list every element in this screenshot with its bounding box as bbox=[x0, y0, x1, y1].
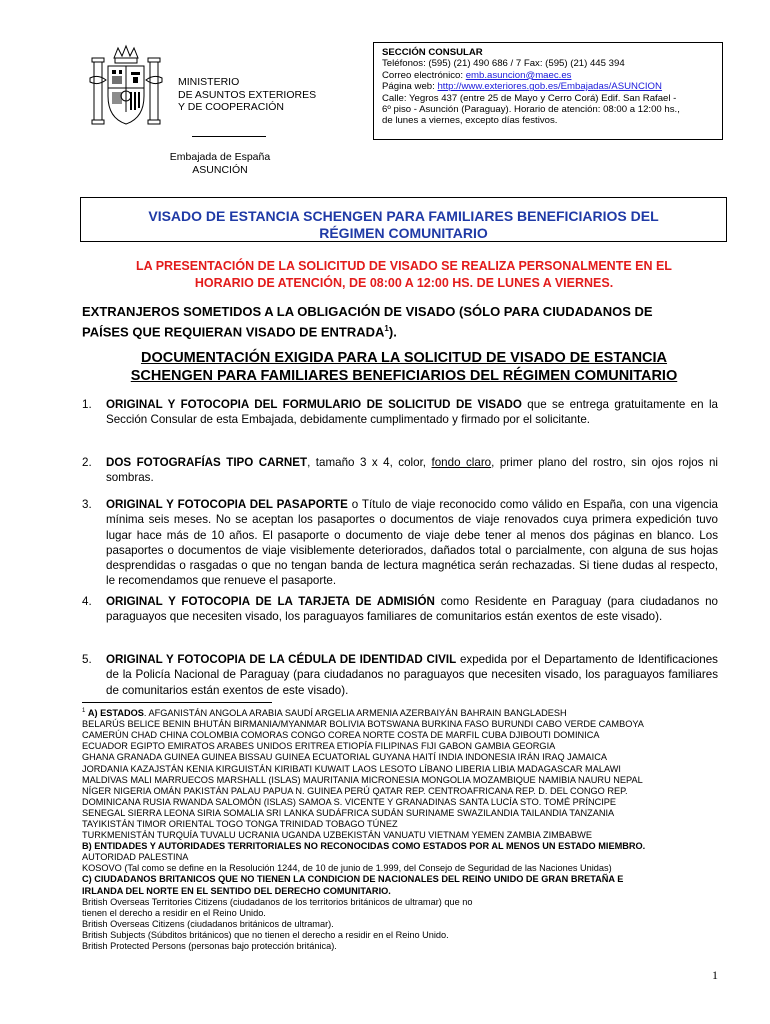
consular-phones: Teléfonos: (595) (21) 490 686 / 7 Fax: (595) (21) 445 394 bbox=[382, 58, 625, 70]
extranjeros-line2: PAÍSES QUE REQUIERAN VISADO DE ENTRADA bbox=[82, 324, 385, 340]
footnote-line: TURKMENISTÁN TURQUÍA TUVALU UCRANIA UGANDA UZBEKISTÁN VANUATU VIETNAM YEMEN ZAMBIA ZIMBABWE bbox=[82, 830, 592, 841]
footnote-line: British Overseas Citizens (ciudadanos británicos de ultramar). bbox=[82, 918, 334, 929]
title-line: RÉGIMEN COMUNITARIO bbox=[319, 225, 488, 241]
extranjeros-tail: ). bbox=[388, 324, 397, 340]
footnote-line: BELARÚS BELICE BENIN BHUTÁN BIRMANIA/MYANMAR BOLIVIA BOTSWANA BURKINA FASO BURUNDI CABO VERDE CAMBOYA bbox=[82, 719, 644, 730]
item-number: 3. bbox=[82, 498, 92, 511]
item-body: que se entrega gratuitamente en la Sección Consular de esta Embajada, debidamente cumplimentado y firmado por el solicitante. bbox=[106, 398, 718, 427]
ministry-line: Y DE COOPERACIÓN bbox=[178, 101, 284, 113]
email-label: Correo electrónico: bbox=[382, 69, 466, 81]
coat-of-arms-icon bbox=[88, 44, 164, 128]
header-divider bbox=[192, 136, 266, 137]
ministry-line: DE ASUNTOS EXTERIORES bbox=[178, 88, 317, 101]
list-item bbox=[82, 497, 718, 589]
appointment-notice bbox=[84, 258, 724, 291]
consular-address-line: Calle: Yegros 437 (entre 25 de Mayo y Cerro Corá) Edif. San Rafael - bbox=[382, 92, 677, 104]
footnote-c-heading: IRLANDA DEL NORTE EN EL SENTIDO DEL DERECHO COMUNITARIO. bbox=[82, 885, 391, 896]
item-number: 5. bbox=[82, 653, 92, 666]
item-body-pre: , tamaño 3 x 4, color, bbox=[307, 456, 432, 469]
embassy-name bbox=[150, 151, 290, 176]
footnote-line: KOSOVO (Tal como se define en la Resolución 1244, de 10 de junio de 1.999, del Consejo de Seguridad de las Naciones Unidas) bbox=[82, 863, 612, 874]
notice-line: LA PRESENTACIÓN DE LA SOLICITUD DE VISADO SE REALIZA PERSONALMENTE EN EL bbox=[136, 259, 672, 273]
item-text bbox=[106, 497, 718, 589]
notice-line: HORARIO DE ATENCIÓN, DE 08:00 A 12:00 HS. DE LUNES A VIERNES. bbox=[194, 275, 614, 290]
page-number: 1 bbox=[712, 968, 718, 982]
item-number: 2. bbox=[82, 456, 92, 469]
doc-heading-line: SCHENGEN PARA FAMILIARES BENEFICIARIOS DEL RÉGIMEN COMUNITARIO bbox=[130, 368, 678, 384]
item-bold: ORIGINAL Y FOTOCOPIA DEL FORMULARIO DE SOLICITUD DE VISADO bbox=[106, 398, 522, 411]
consular-web-row bbox=[382, 81, 714, 92]
footnote-c-heading: C) CIUDADANOS BRITANICOS QUE NO TIENEN LA CONDICION DE NACIONALES DEL REINO UNIDO DE GRAN BRETAÑA E bbox=[82, 874, 624, 885]
footnote-line: British Overseas Territories Citizens (ciudadanos de los territorios británicos de ultramar) que no bbox=[82, 896, 473, 907]
ministry-line: MINISTERIO bbox=[178, 76, 240, 88]
item-underlined: fondo claro bbox=[431, 456, 492, 469]
item-bold: ORIGINAL Y FOTOCOPIA DE LA TARJETA DE ADMISIÓN bbox=[106, 595, 435, 608]
footnote-line: British Protected Persons (personas bajo protección británica). bbox=[82, 941, 337, 952]
consular-address-line: de lunes a viernes, excepto días festivos. bbox=[382, 115, 558, 127]
embassy-line: Embajada de España bbox=[169, 151, 271, 163]
footnote-line: JORDANIA KAZAJSTÁN KENIA KIRGUISTÁN KIRIBATI KUWAIT LAOS LESOTO LÍBANO LIBERIA LIBIA MADAGASCAR MALAWI bbox=[82, 763, 621, 774]
item-body: expedida por el Departamento de Identificaciones de la Policía Nacional de Paraguay (para ciudadanos no paraguayos que necesiten visado, los paraguayos familiares de comunitarios están exentos de este visado). bbox=[106, 653, 718, 697]
item-bold: DOS FOTOGRAFÍAS TIPO CARNET bbox=[106, 456, 308, 469]
item-text bbox=[106, 397, 718, 428]
list-item bbox=[82, 397, 718, 428]
item-bold: ORIGINAL Y FOTOCOPIA DE LA CÉDULA DE IDENTIDAD CIVIL bbox=[106, 653, 457, 666]
embassy-line: ASUNCIÓN bbox=[192, 163, 248, 176]
consular-section-box bbox=[373, 42, 723, 140]
footnote-line bbox=[82, 706, 722, 719]
footnote-ref: 1 bbox=[384, 324, 389, 333]
web-label: Página web: bbox=[382, 81, 438, 93]
footnote-line: NÍGER NIGERIA OMÁN PAKISTÁN PALAU PAPUA N. GUINEA PERÚ QATAR REP. CENTROAFRICANA REP. D. DEL CONGO REP. bbox=[82, 785, 628, 796]
footnote bbox=[82, 706, 722, 952]
list-item bbox=[82, 652, 718, 698]
email-link[interactable]: emb.asuncion@maec.es bbox=[465, 69, 572, 81]
footnote-line: AUTORIDAD PALESTINA bbox=[82, 852, 189, 863]
consular-title: SECCIÓN CONSULAR bbox=[382, 47, 483, 58]
footnote-line: ECUADOR EGIPTO EMIRATOS ARABES UNIDOS ERITREA ETIOPÍA FILIPINAS FIJI GABON GAMBIA GEORGIA bbox=[82, 741, 556, 752]
item-body: , primer plano del rostro, sin ojos rojos ni sombras. bbox=[106, 456, 718, 485]
consular-email-row bbox=[382, 70, 714, 81]
footnote-line: tienen el derecho a residir en el Reino Unido. bbox=[82, 907, 266, 918]
documentation-heading bbox=[84, 349, 724, 385]
item-body: o Título de viaje reconocido como válido en España, con una vigencia mínima seis meses. No se aceptan los pasaportes o documentos de viaje renovados cuya primera expedición tuvo lugar hace más de 10 años. El pasaporte o documento de viaje debe tener al menos dos páginas en blanco. Los pasaportes o documentos de viaje visiblemente deteriorados, dañados total o parcialmente, con alguna de sus hojas desprendidas o rasgadas o que no tengan banda de lectura magnética serán rechazadas. Si tiene dudas al respecto, le recomendamos que renueve el pasaporte. bbox=[106, 498, 718, 588]
item-body: como Residente en Paraguay (para ciudadanos no paraguayos que necesiten visado, los paraguayos familiares de comunitarios están exentos de este visado). bbox=[106, 595, 718, 624]
footnote-line: MALDIVAS MALI MARRUECOS MARSHALL (ISLAS) MAURITANIA MICRONESIA MONGOLIA MOZAMBIQUE NAMIBIA NAURU NEPAL bbox=[82, 774, 643, 785]
list-item bbox=[82, 594, 718, 625]
footnote-a-first: . AFGANISTÁN ANGOLA ARABIA SAUDÍ ARGELIA ARMENIA AZERBAIYÁN BAHRAIN BANGLADESH bbox=[143, 708, 567, 719]
document-title bbox=[80, 197, 727, 242]
footnote-line: SENEGAL SIERRA LEONA SIRIA SOMALIA SRI LANKA SUDÁFRICA SUDÁN SURINAME SWAZILANDIA TAILANDIA TANZANIA bbox=[82, 807, 615, 818]
footnote-a-label: A) ESTADOS bbox=[87, 708, 144, 719]
extranjeros-line bbox=[82, 320, 722, 340]
footnote-b-heading: B) ENTIDADES Y AUTORIDADES TERRITORIALES NO RECONOCIDAS COMO ESTADOS POR AL MENOS UN ESTADO MIEMBRO. bbox=[82, 841, 646, 852]
item-number: 1. bbox=[82, 398, 92, 411]
footnote-divider bbox=[82, 702, 272, 703]
item-text bbox=[106, 455, 718, 486]
item-bold: ORIGINAL Y FOTOCOPIA DEL PASAPORTE bbox=[106, 498, 348, 511]
item-text bbox=[106, 594, 718, 625]
footnote-line: British Subjects (Súbditos británicos) que no tienen el derecho a residir en el Reino Unido. bbox=[82, 929, 449, 940]
item-number: 4. bbox=[82, 595, 92, 608]
footnote-marker: 1 bbox=[82, 708, 86, 714]
footnote-line: GHANA GRANADA GUINEA GUINEA BISSAU GUINEA ECUATORIAL GUYANA HAITÍ INDIA INDONESIA IRÁN IRAQ JAMAICA bbox=[82, 752, 607, 763]
web-link[interactable]: http://www.exteriores.gob.es/Embajadas/ASUNCION bbox=[437, 81, 662, 93]
doc-heading-line: DOCUMENTACIÓN EXIGIDA PARA LA SOLICITUD DE VISADO DE ESTANCIA bbox=[140, 350, 668, 366]
list-item bbox=[82, 455, 718, 486]
extranjeros-line: EXTRANJEROS SOMETIDOS A LA OBLIGACIÓN DE VISADO (SÓLO PARA CIUDADANOS DE bbox=[82, 304, 653, 319]
footnote-line: DOMINICANA RUSIA RWANDA SALOMÓN (ISLAS) SAMOA S. VICENTE Y GRANADINAS SANTA LUCÍA STO. TOMÉ PRÍNCIPE bbox=[82, 796, 617, 807]
footnote-line: TAYIKISTÁN TIMOR ORIENTAL TOGO TONGA TRINIDAD TOBAGO TÚNEZ bbox=[82, 819, 398, 829]
consular-address-line: 6º piso - Asunción (Paraguay). Horario de atención: 08:00 a 12:00 hs., bbox=[382, 104, 680, 116]
title-line: VISADO DE ESTANCIA SCHENGEN PARA FAMILIARES BENEFICIARIOS DEL bbox=[148, 208, 659, 224]
visa-requirement-heading bbox=[82, 303, 722, 340]
item-text bbox=[106, 652, 718, 698]
footnote-line: CAMERÚN CHAD CHINA COLOMBIA COMORAS CONGO COREA NORTE COSTA DE MARFIL CUBA DJIBOUTI DOMINICA bbox=[82, 730, 600, 741]
ministry-name bbox=[178, 76, 316, 114]
